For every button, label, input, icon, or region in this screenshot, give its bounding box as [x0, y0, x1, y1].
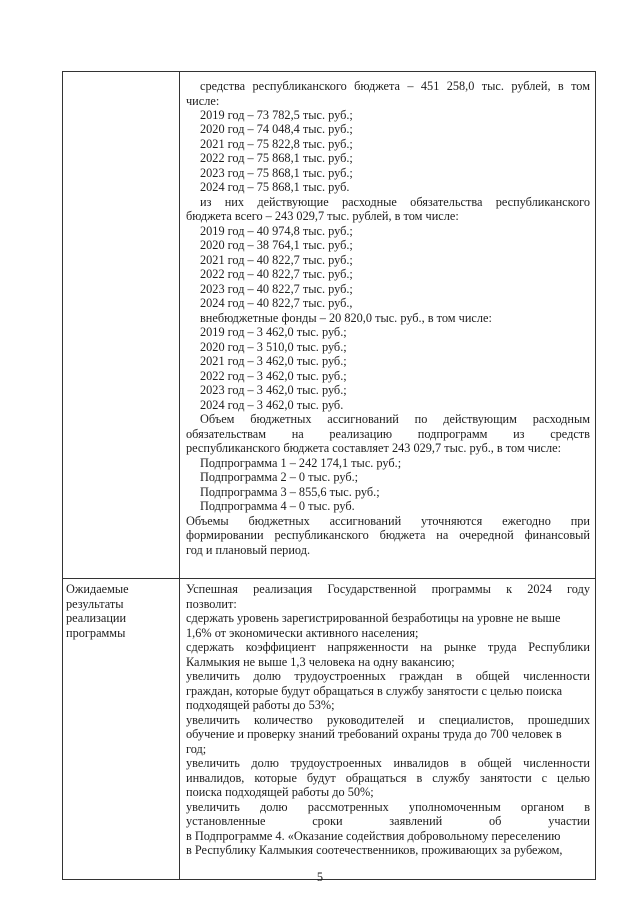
text-line: подходящей работы до 53%;: [186, 698, 335, 712]
text-line: увеличить долю трудоустроенных инвалидов в общей численности: [186, 756, 590, 770]
text-line: установленные сроки заявлений об участии: [186, 814, 590, 828]
text-line: Калмыкия не выше 1,3 человека на одну вакансию;: [186, 655, 455, 669]
text-line: в Республику Калмыкия соотечественников, проживающих за рубежом,: [186, 843, 563, 857]
row-divider: [62, 578, 596, 579]
text-line: обучение и проверку знаний требований охраны труда до 700 человек в: [186, 727, 562, 741]
text-line: 2020 год – 38 764,1 тыс. руб.;: [200, 238, 353, 252]
text-line: Объем бюджетных ассигнований по действующим расходным: [200, 412, 590, 426]
text-line: граждан, которые будут обращаться в службу занятости с целью поиска: [186, 684, 563, 698]
text-line: 2022 год – 3 462,0 тыс. руб.;: [200, 369, 347, 383]
text-line: числе:: [186, 94, 220, 108]
text-line: бюджета всего – 243 029,7 тыс. рублей, в том числе:: [186, 209, 459, 223]
text-line: 2020 год – 3 510,0 тыс. руб.;: [200, 340, 347, 354]
text-line: республиканского бюджета составляет 243 029,7 тыс. руб., в том числе:: [186, 441, 562, 455]
table-top-border: [62, 71, 596, 72]
row-label-line: программы: [66, 626, 126, 640]
text-line: обязательствам на реализацию подпрограмм из средств: [186, 427, 590, 441]
text-line: 2021 год – 75 822,8 тыс. руб.;: [200, 137, 353, 151]
text-line: увеличить количество руководителей и специалистов, прошедших: [186, 713, 590, 727]
text-line: 2022 год – 75 868,1 тыс. руб.;: [200, 151, 353, 165]
text-line: 2023 год – 75 868,1 тыс. руб.;: [200, 166, 353, 180]
text-line: 2024 год – 3 462,0 тыс. руб.: [200, 398, 344, 412]
text-line: формировании республиканского бюджета на очередной финансовый: [186, 528, 590, 542]
text-line: 2020 год – 74 048,4 тыс. руб.;: [200, 122, 353, 136]
text-line: 2024 год – 40 822,7 тыс. руб.,: [200, 296, 353, 310]
text-line: 2022 год – 40 822,7 тыс. руб.;: [200, 267, 353, 281]
table-left-border: [62, 71, 63, 880]
row-label-line: Ожидаемые: [66, 582, 129, 596]
text-line: позволит:: [186, 597, 237, 611]
text-line: сдержать уровень зарегистрированной безработицы на уровне не выше: [186, 611, 561, 625]
text-line: 2024 год – 75 868,1 тыс. руб.: [200, 180, 350, 194]
text-line: сдержать коэффициент напряженности на рынке труда Республики: [186, 640, 590, 654]
text-line: средства республиканского бюджета – 451 258,0 тыс. рублей, в том: [200, 79, 590, 93]
text-line: инвалидов, которые будут обращаться в службу занятости с целью: [186, 771, 590, 785]
text-line: 2021 год – 3 462,0 тыс. руб.;: [200, 354, 347, 368]
text-line: Подпрограмма 2 – 0 тыс. руб.;: [200, 470, 359, 484]
row-label-line: результаты: [66, 597, 124, 611]
text-line: Подпрограмма 3 – 855,6 тыс. руб.;: [200, 485, 380, 499]
text-line: 2023 год – 3 462,0 тыс. руб.;: [200, 383, 347, 397]
text-line: год и плановый период.: [186, 543, 311, 557]
text-line: год;: [186, 742, 207, 756]
text-line: 2021 год – 40 822,7 тыс. руб.;: [200, 253, 353, 267]
text-line: Подпрограмма 4 – 0 тыс. руб.: [200, 499, 355, 513]
text-line: 1,6% от экономически активного населения;: [186, 626, 419, 640]
row-label-line: реализации: [66, 611, 127, 625]
text-line: Успешная реализация Государственной программы к 2024 году: [186, 582, 590, 596]
text-line: увеличить долю рассмотренных уполномоченным органом в: [186, 800, 590, 814]
text-line: поиска подходящей работы до 50%;: [186, 785, 374, 799]
text-line: увеличить долю трудоустроенных граждан в общей численности: [186, 669, 590, 683]
text-line: 2019 год – 73 782,5 тыс. руб.;: [200, 108, 353, 122]
text-line: из них действующие расходные обязательства республиканского: [200, 195, 590, 209]
text-line: 2019 год – 3 462,0 тыс. руб.;: [200, 325, 347, 339]
column-divider: [179, 71, 180, 880]
text-line: 2019 год – 40 974,8 тыс. руб.;: [200, 224, 353, 238]
text-line: Объемы бюджетных ассигнований уточняются ежегодно при: [186, 514, 590, 528]
page-number: 5: [316, 870, 324, 884]
text-line: 2023 год – 40 822,7 тыс. руб.;: [200, 282, 353, 296]
text-line: в Подпрограмме 4. «Оказание содействия добровольному переселению: [186, 829, 561, 843]
text-line: внебюджетные фонды – 20 820,0 тыс. руб., в том числе:: [200, 311, 492, 325]
text-line: Подпрограмма 1 – 242 174,1 тыс. руб.;: [200, 456, 402, 470]
